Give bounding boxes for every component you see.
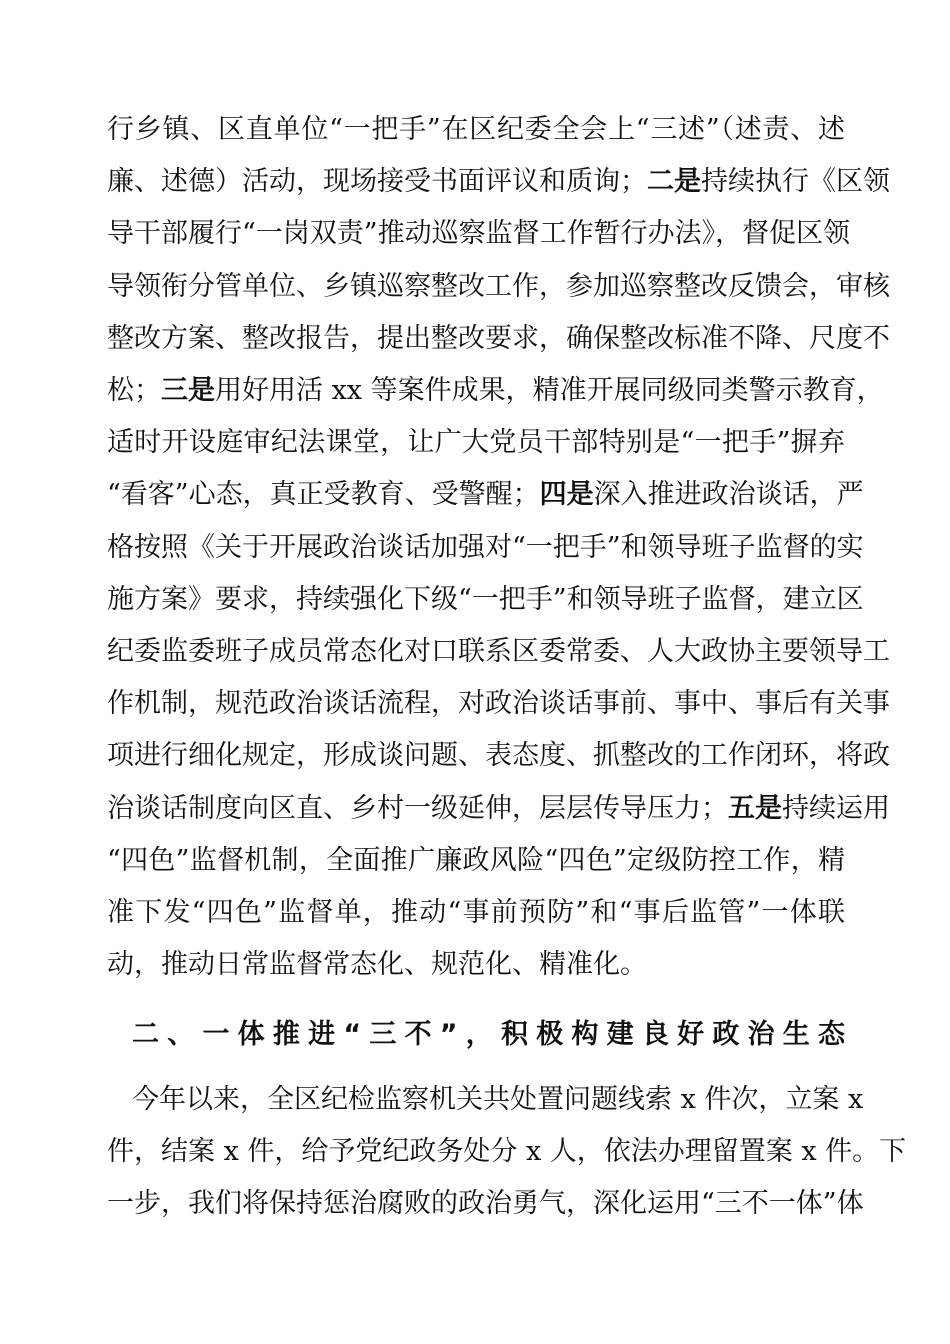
text-segment: 持续运用 bbox=[782, 792, 890, 824]
text-line bbox=[107, 583, 864, 617]
bold-keyword: 四是 bbox=[539, 479, 594, 511]
text-segment: 导领衔分管单位、乡镇巡察整改工作，参加巡察整改反馈会，审核 bbox=[107, 270, 890, 302]
text-line bbox=[107, 792, 890, 826]
section-heading: 二、一体推进“三不”，积极构建良好政治生态 bbox=[132, 1019, 845, 1050]
text-segment: 一步，我们将保持惩治腐败的政治勇气，深化运用“三不一体”体 bbox=[107, 1188, 864, 1220]
text-line bbox=[107, 478, 864, 512]
text-line bbox=[107, 844, 845, 878]
text-line bbox=[107, 948, 845, 982]
text-segment: 行乡镇、区直单位“一把手”在区纪委全会上“三述”（述责、述 bbox=[107, 114, 845, 145]
text-segment: 施方案》要求，持续强化下级“一把手”和领导班子监督，建立区 bbox=[107, 583, 864, 615]
text-line bbox=[107, 1135, 907, 1169]
bold-keyword: 五是 bbox=[728, 792, 782, 824]
text-segment: 治谈话制度向区直、乡村一级延伸，层层传导压力； bbox=[107, 792, 728, 824]
text-line bbox=[107, 687, 890, 721]
text-segment: “四色”监督机制，全面推广廉政风险“四色”定级防控工作，精 bbox=[107, 844, 845, 876]
text-line bbox=[107, 113, 845, 147]
text-line bbox=[107, 322, 890, 356]
text-segment: 项进行细化规定，形成谈问题、表态度、抓整改的工作闭环，将政 bbox=[107, 740, 890, 772]
text-line bbox=[107, 531, 864, 565]
text-line bbox=[107, 165, 890, 199]
text-segment: 纪委监委班子成员常态化对口联系区委常委、人大政协主要领导工 bbox=[107, 636, 890, 667]
text-line bbox=[107, 739, 890, 773]
text-segment: 深入推进政治谈话，严 bbox=[593, 479, 864, 511]
text-line bbox=[107, 217, 851, 251]
text-segment: 动，推动日常监督常态化、规范化、精准化。 bbox=[107, 949, 647, 981]
text-line bbox=[107, 426, 845, 460]
text-segment: 格按照《关于开展政治谈话加强对“一把手”和领导班子监督的实 bbox=[107, 531, 864, 563]
bold-keyword: 三是 bbox=[161, 375, 215, 406]
text-segment: 导干部履行“一岗双责”推动巡察监督工作暂行办法》，督促区领 bbox=[107, 218, 851, 250]
bold-keyword: 二是 bbox=[647, 166, 701, 198]
text-segment: 准下发“四色”监督单，推动“事前预防”和“事后监管”一体联 bbox=[107, 897, 845, 928]
text-segment: 持续执行《区领 bbox=[701, 166, 890, 198]
text-segment: 整改方案、整改报告，提出整改要求，确保整改标准不降、尺度不 bbox=[107, 322, 890, 354]
text-segment: 适时开设庭审纪法课堂，让广大党员干部特别是“一把手”摒弃 bbox=[107, 427, 845, 459]
text-segment: 用好用活 xx 等案件成果，精准开展同级同类警示教育， bbox=[215, 375, 884, 406]
text-segment: 作机制，规范政治谈话流程，对政治谈话事前、事中、事后有关事 bbox=[107, 688, 890, 720]
text-line bbox=[107, 270, 890, 304]
text-line bbox=[107, 374, 884, 408]
text-segment: 今年以来，全区纪检监察机关共处置问题线索 x 件次，立案 x bbox=[132, 1084, 864, 1115]
text-line bbox=[107, 635, 890, 669]
text-line bbox=[107, 896, 845, 930]
text-segment: 廉、述德）活动，现场接受书面评议和质询； bbox=[107, 166, 647, 198]
text-segment: 松； bbox=[107, 375, 161, 406]
text-segment: “看客”心态，真正受教育、受警醒； bbox=[107, 479, 540, 511]
text-segment: 件，结案 x 件，给予党纪政务处分 x 人，依法办理留置案 x 件。下 bbox=[107, 1136, 907, 1168]
text-line bbox=[107, 1187, 864, 1221]
text-line bbox=[132, 1083, 864, 1117]
